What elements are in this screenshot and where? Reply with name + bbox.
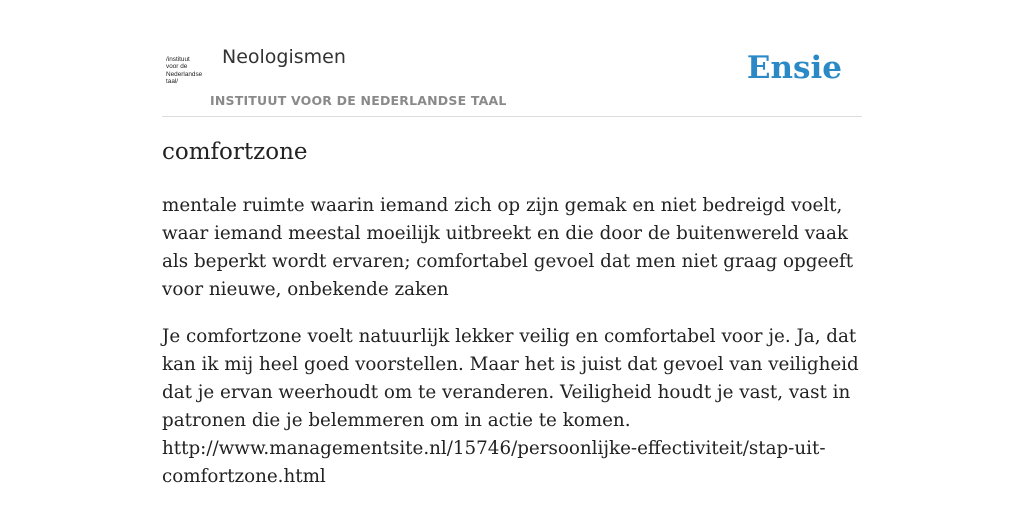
logo-line: taal/ [166,78,179,86]
logo-line: /instituut [166,56,190,63]
definition-text: mentale ruimte waarin iemand zich op zijn gemak en niet bedreigd voelt, waar iemand meestal moeilijk uitbreekt en die door de buitenwereld vaak als beperkt wordt ervaren; comfortabel gevoel dat men niet graag opgeeft voor nieuwe, onbekende zaken [162,195,854,300]
institute-logo[interactable] [166,56,210,86]
site-name[interactable]: Neologismen [222,46,346,68]
example-text: Je comfortzone voelt natuurlijk lekker veilig en comfortabel voor je. Ja, dat kan ik mij heel goed voorstellen. Maar het is juist dat gevoel van veiligheid dat je ervan weerhoudt om te veranderen. Veiligheid houdt je vast, vast in patronen die je belemmeren om in actie te komen. [162,326,859,431]
logo-line: voor de [166,63,188,71]
example-paragraph [162,323,862,491]
org-name: INSTITUUT VOOR DE NEDERLANDSE TAAL [210,93,507,108]
example-source-url[interactable]: http://www.managementsite.nl/15746/persoonlijke-effectiviteit/stap-uit-comfortzone.html [162,438,826,487]
page-title: comfortzone [162,139,308,165]
logo-line: Nederlandse [166,70,203,78]
ensie-brand-link[interactable]: Ensie [746,50,842,86]
header [162,40,862,117]
